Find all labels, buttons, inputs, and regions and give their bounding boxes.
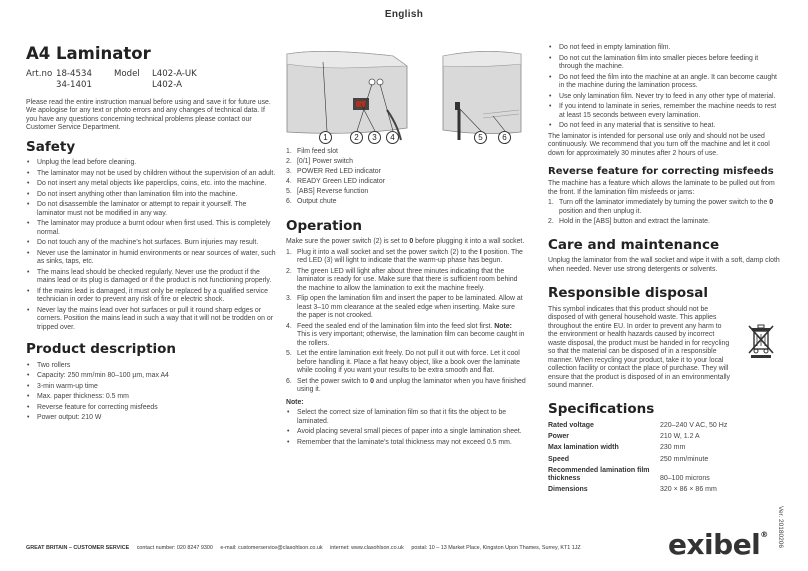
list-item: 1. Plug it into a wall socket and set the power switch (2) to the I position. The red LED (3) will light to indicate that the warm-up phase has begun. bbox=[286, 248, 523, 264]
list-item: 6. Set the power switch to 0 and unplug the laminator when you have finished using it. bbox=[286, 377, 526, 393]
parts-list: 1. Film feed slot 2. [0/1] Power switch 3. POWER Red LED indicator 4. READY Green LED indicator 5. [ABS] Reverse function 6. Output chute bbox=[286, 148, 385, 205]
list-item: READY Green LED indicator bbox=[297, 178, 385, 185]
list-item: Output chute bbox=[297, 198, 337, 205]
operation-steps bbox=[286, 249, 526, 395]
model-2: L402-A bbox=[152, 79, 182, 90]
list-item: • Select the correct size of lamination film so that it fits the object to be laminated. bbox=[286, 409, 526, 426]
footer-email[interactable]: e-mail: customerservice@clasohlson.co.uk bbox=[220, 545, 323, 551]
brand-logo: exibel® bbox=[668, 528, 768, 561]
list-item: • Never use the laminator in humid environments or near sources of water, such as sinks, taps, etc. bbox=[26, 250, 276, 267]
product-title: A4 Laminator bbox=[26, 44, 151, 63]
laminator-illustration bbox=[283, 40, 527, 152]
operation-intro: Make sure the power switch (2) is set to 0 before plugging it into a wall socket. bbox=[286, 238, 525, 245]
spec-value: 80–100 microns bbox=[660, 475, 710, 483]
art-number-2: 34-1401 bbox=[56, 79, 92, 90]
art-number-1: 18-4534 bbox=[56, 68, 92, 79]
model-label: Model bbox=[114, 68, 140, 79]
list-item: • Do not touch any of the machine’s hot surfaces. Burn injuries may result. bbox=[26, 239, 276, 248]
callout-1: 1 bbox=[319, 131, 332, 144]
footer-postal: postal: 10 – 13 Market Place, Kingston Upon Thames, Surrey, KT1 1JZ bbox=[411, 545, 581, 551]
note-label: Note: bbox=[286, 398, 304, 406]
list-item: • Max. paper thickness: 0.5 mm bbox=[26, 393, 276, 402]
language-label: English bbox=[384, 9, 424, 20]
list-item: • Capacity: 250 mm/min 80–100 µm, max A4 bbox=[26, 372, 276, 381]
safety-list bbox=[26, 159, 276, 332]
list-item: [ABS] Reverse function bbox=[297, 188, 369, 195]
list-item: • Reverse feature for correcting misfeeds bbox=[26, 404, 276, 413]
spec-value: 320 × 86 × 86 mm bbox=[660, 486, 717, 494]
description-list bbox=[26, 362, 276, 423]
list-item: • Use only lamination film. Never try to feed in any other type of material. bbox=[548, 93, 780, 102]
callout-2: 2 bbox=[350, 131, 363, 144]
list-item: 2. Hold in the [ABS] button and extract the laminate. bbox=[548, 218, 710, 225]
list-item: • Do not insert anything other than lamination film into the machine. bbox=[26, 191, 276, 200]
list-item: • Remember that the laminate’s total thickness may not exceed 0.5 mm. bbox=[286, 439, 526, 448]
list-item: • 3-min warm-up time bbox=[26, 383, 276, 392]
list-item: 4. Feed the sealed end of the lamination film into the feed slot first. Note: This is very important; otherwise, the lamination film can become caught in the rollers. bbox=[286, 322, 525, 347]
care-title: Care and maintenance bbox=[548, 236, 720, 253]
list-item: • Power output: 210 W bbox=[26, 414, 276, 423]
spec-label: Power bbox=[548, 433, 570, 441]
list-item: • If you intend to laminate in series, remember the machine needs to rest at least 15 seconds between every lamination. bbox=[548, 103, 780, 120]
list-item: 5. Let the entire lamination exit freely. Do not pull it out with force. Let it cool before handling it. Place a flat heavy object, like a book over the laminate while cooling if you want your results to be extra smooth and flat. bbox=[286, 350, 520, 374]
list-item: Film feed slot bbox=[297, 148, 338, 155]
spec-value: 210 W, 1.2 A bbox=[660, 433, 700, 441]
callout-5: 5 bbox=[474, 131, 487, 144]
column-middle bbox=[286, 148, 526, 449]
model-1: L402-A-UK bbox=[152, 68, 197, 79]
footer-internet[interactable]: internet: www.clasohlson.co.uk bbox=[330, 545, 404, 551]
reverse-intro: The machine has a feature which allows the laminate to be pulled out from the front. If the lamination film misfeeds or jams: bbox=[548, 180, 775, 196]
callout-6: 6 bbox=[498, 131, 511, 144]
version-label: Ver. 20180206 bbox=[777, 506, 784, 548]
list-item: • If the mains lead is damaged, it must only be replaced by a qualified service technician in order to prevent any risk of fire or electric shock. bbox=[26, 288, 276, 305]
list-item: • Do not feed the film into the machine at an angle. It can become caught in the machine during the lamination process. bbox=[548, 74, 780, 91]
art-label: Art.no bbox=[26, 68, 53, 79]
description-title: Product description bbox=[26, 341, 177, 357]
crossed-bin-icon bbox=[746, 323, 776, 359]
safety-title: Safety bbox=[26, 138, 76, 155]
callout-3: 3 bbox=[368, 131, 381, 144]
spec-label: Dimensions bbox=[548, 486, 588, 494]
column-right bbox=[548, 44, 780, 494]
list-item: • Do not insert any metal objects like paperclips, coins, etc. into the machine. bbox=[26, 180, 276, 189]
list-item: • The mains lead should be checked regularly. Never use the product if the mains lead or its plug is damaged or if the product is not functioning properly. bbox=[26, 269, 276, 286]
column-left bbox=[26, 46, 276, 425]
spec-value: 230 mm bbox=[660, 444, 686, 452]
list-item: • Do not feed in any material that is sensitive to heat. bbox=[548, 122, 780, 131]
footer-region: GREAT BRITAIN – CUSTOMER SERVICE bbox=[26, 545, 130, 551]
list-item: • The laminator may not be used by children without the supervision of an adult. bbox=[26, 170, 276, 179]
personal-use-text: The laminator is intended for personal use only and should not be used continuously. We recommend that you turn off the machine and let it cool down for approximately 30 minutes after 2 hours of use. bbox=[548, 132, 770, 157]
disposal-title: Responsible disposal bbox=[548, 285, 708, 301]
list-item: [0/1] Power switch bbox=[297, 158, 353, 165]
callout-4: 4 bbox=[386, 131, 399, 144]
article-info bbox=[26, 69, 276, 91]
reverse-title: Reverse feature for correcting misfeeds bbox=[548, 166, 774, 177]
spec-label: Rated voltage bbox=[548, 422, 594, 429]
note-list bbox=[286, 409, 526, 447]
spec-value: 220–240 V AC, 50 Hz bbox=[660, 422, 728, 429]
list-item: POWER Red LED indicator bbox=[297, 168, 381, 175]
spec-value: 250 mm/minute bbox=[660, 455, 709, 463]
footer bbox=[26, 545, 581, 551]
intro-text: Please read the entire instruction manual before using and save it for future use. We apologise for any text or photo errors and any changes of technical data. If you have any questions concerning technical problems please contact our Customer Service Department. bbox=[26, 98, 271, 131]
operation-title: Operation bbox=[286, 217, 363, 234]
care-text: Unplug the laminator from the wall socket and wipe it with a soft, damp cloth when needed. Never use strong detergents or solvents. bbox=[548, 257, 780, 273]
spec-label: Max lamination width bbox=[548, 444, 619, 452]
footer-contact: contact number: 020 8247 9300 bbox=[136, 545, 213, 551]
list-item: 1. Turn off the laminator immediately by turning the power switch to the 0 position and then unplug it. bbox=[548, 199, 774, 215]
warnings-list bbox=[548, 44, 780, 131]
spec-label: Recommended lamination film thickness bbox=[548, 466, 650, 483]
list-item: • Avoid placing several small pieces of paper into a single lamination sheet. bbox=[286, 428, 526, 437]
list-item: • The laminator may produce a burnt odour when first used. This is completely normal. bbox=[26, 220, 276, 237]
list-item: • Do not cut the lamination film into smaller pieces before feeding it through the machine. bbox=[548, 55, 780, 72]
disposal-text: This symbol indicates that this product should not be disposed of with general household waste. This applies throughout the entire EU. In order to prevent any harm to the environment or health hazards caused by incorrect waste disposal, the product must be handed in for recycling so that the material can be disposed of in a responsible manner. When recycling your product, take it to your local collection facility or contact the place of purchase. They will ensure that the product is disposed of in an environmentally sound manner. bbox=[548, 305, 730, 389]
specs-title: Specifications bbox=[548, 400, 655, 417]
reverse-steps bbox=[548, 199, 780, 227]
list-item: • Two rollers bbox=[26, 362, 276, 371]
list-item: 2. The green LED will light after about three minutes indicating that the laminator is ready for use. Make sure that there is sufficient room behind the machine to allow the lamination to exit the machine freely. bbox=[286, 267, 518, 292]
spec-label: Speed bbox=[548, 455, 570, 463]
list-item: • Do not disassemble the laminator or attempt to repair it yourself. The laminator must not be modified in any way. bbox=[26, 201, 276, 218]
specs-table bbox=[548, 422, 780, 494]
list-item: • Do not feed in empty lamination film. bbox=[548, 44, 780, 53]
list-item: • Never lay the mains lead over hot surfaces or pull it round sharp edges or corners. Position the mains lead in such a way that it will not be trodden on or tripped over. bbox=[26, 307, 276, 333]
list-item: 3. Flip open the lamination film and insert the paper to be laminated. Allow at least 3–10 mm clearance at the sealed edge when inserting. Make sure the paper is not crooked. bbox=[286, 295, 523, 319]
list-item: • Unplug the lead before cleaning. bbox=[26, 159, 276, 168]
